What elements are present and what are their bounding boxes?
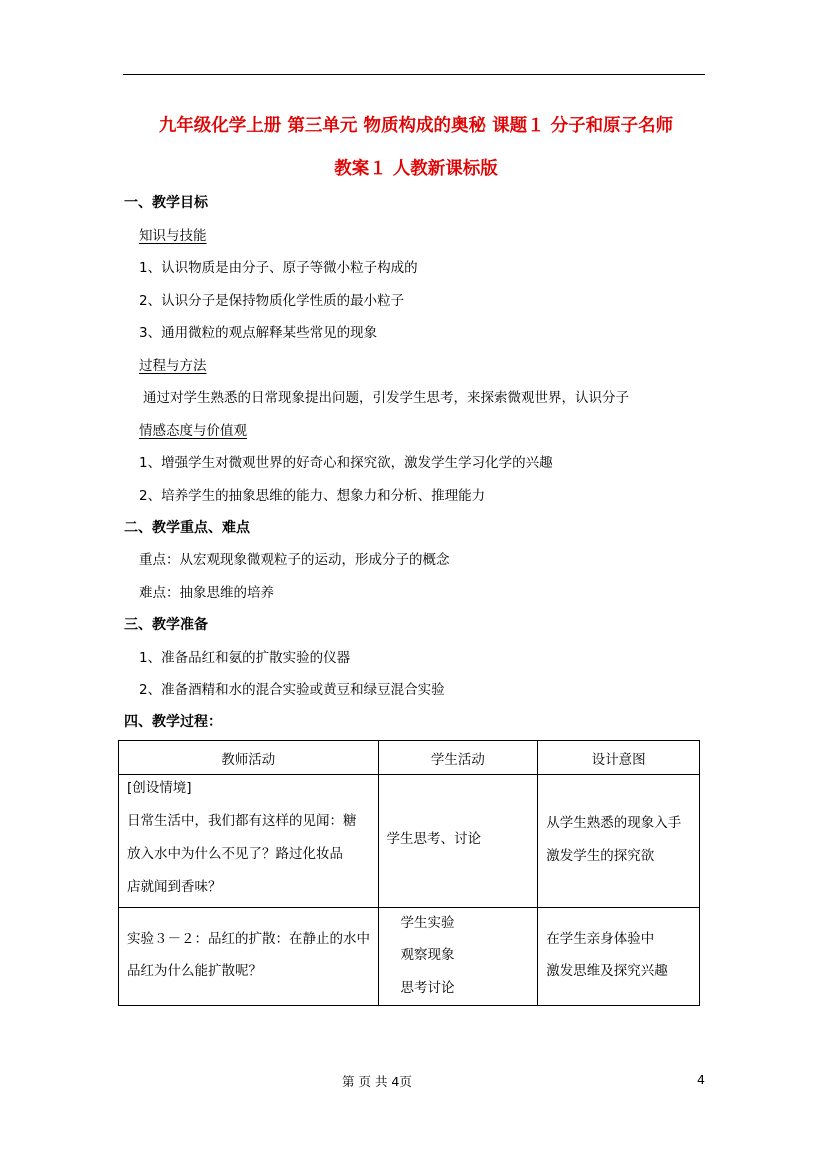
intent-text: 激发思维及探究兴趣 [546, 963, 668, 979]
attitude-item: 2、培养学生的抽象思维的能力、想象力和分析、推理能力 [139, 488, 486, 504]
teacher-text: 店就闻到香味？ [127, 879, 222, 895]
process-method-text: 通过对学生熟悉的日常现象提出问题，引发学生思考，来探索微观世界，认识分子 [143, 390, 629, 406]
footer-page-number: 4 [697, 1072, 705, 1087]
document-title-line-2: 教案１ 人教新课标版 [334, 159, 498, 179]
difficult-point-text: 难点：抽象思维的培养 [139, 585, 274, 601]
teacher-text: 日常生活中，我们都有这样的见闻：糖 [127, 813, 357, 829]
intent-text: 从学生熟悉的现象入手 [546, 815, 682, 831]
header-rule [123, 74, 705, 75]
student-activity-cell [378, 775, 538, 908]
subheading-knowledge-skills: 知识与技能 [139, 228, 207, 244]
document-title-line-1: 九年级化学上册 第三单元 物质构成的奥秘 课题１ 分子和原子名师 [158, 116, 674, 136]
teacher-text: 品红为什么能扩散呢？ [127, 963, 262, 979]
section-heading-preparation: 三、教学准备 [124, 617, 208, 633]
objective-item: 2、认识分子是保持物质化学性质的最小粒子 [139, 293, 405, 309]
objective-item: 3、通用微粒的观点解释某些常见的现象 [139, 325, 378, 341]
student-text: 学生思考、讨论 [386, 831, 482, 847]
objective-item: 1、认识物质是由分子、原子等微小粒子构成的 [139, 260, 418, 276]
teacher-text: [创设情境] [127, 780, 192, 796]
design-intent-cell [538, 775, 700, 908]
subheading-process-method: 过程与方法 [139, 358, 207, 374]
table-row [119, 908, 700, 1006]
table-header-row [119, 741, 700, 775]
footer-page-info: 第 页 共 4页 [342, 1074, 412, 1089]
preparation-item: 2、准备酒精和水的混合实验或黄豆和绿豆混合实验 [139, 682, 445, 698]
student-text: 思考讨论 [400, 980, 455, 996]
design-intent-cell [538, 908, 700, 1006]
key-point-text: 重点：从宏观现象微观粒子的运动，形成分子的概念 [139, 552, 450, 568]
section-heading-key-points: 二、教学重点、难点 [124, 520, 250, 536]
teacher-text: 实验３－２：品红的扩散：在静止的水中 [127, 931, 370, 947]
teaching-process-table [118, 740, 700, 1006]
teacher-activity-cell [119, 908, 379, 1006]
intent-text: 激发学生的探究欲 [546, 848, 655, 864]
header-student-activity: 学生活动 [378, 741, 538, 775]
header-design-intent: 设计意图 [538, 741, 700, 775]
student-text: 观察现象 [400, 947, 455, 963]
section-heading-process: 四、教学过程： [124, 714, 222, 730]
preparation-item: 1、准备品红和氨的扩散实验的仪器 [139, 650, 351, 666]
teacher-activity-cell [119, 775, 379, 908]
attitude-item: 1、增强学生对微观世界的好奇心和探究欲，激发学生学习化学的兴趣 [139, 455, 553, 471]
student-text: 学生实验 [400, 915, 455, 931]
section-heading-objectives: 一、教学目标 [124, 195, 208, 211]
teacher-text: 放入水中为什么不见了？路过化妆品 [127, 846, 343, 862]
intent-text: 在学生亲身体验中 [546, 931, 655, 947]
table-row [119, 775, 700, 908]
header-teacher-activity: 教师活动 [119, 741, 379, 775]
subheading-attitude-values: 情感态度与价值观 [139, 423, 247, 439]
student-activity-cell [378, 908, 538, 1006]
